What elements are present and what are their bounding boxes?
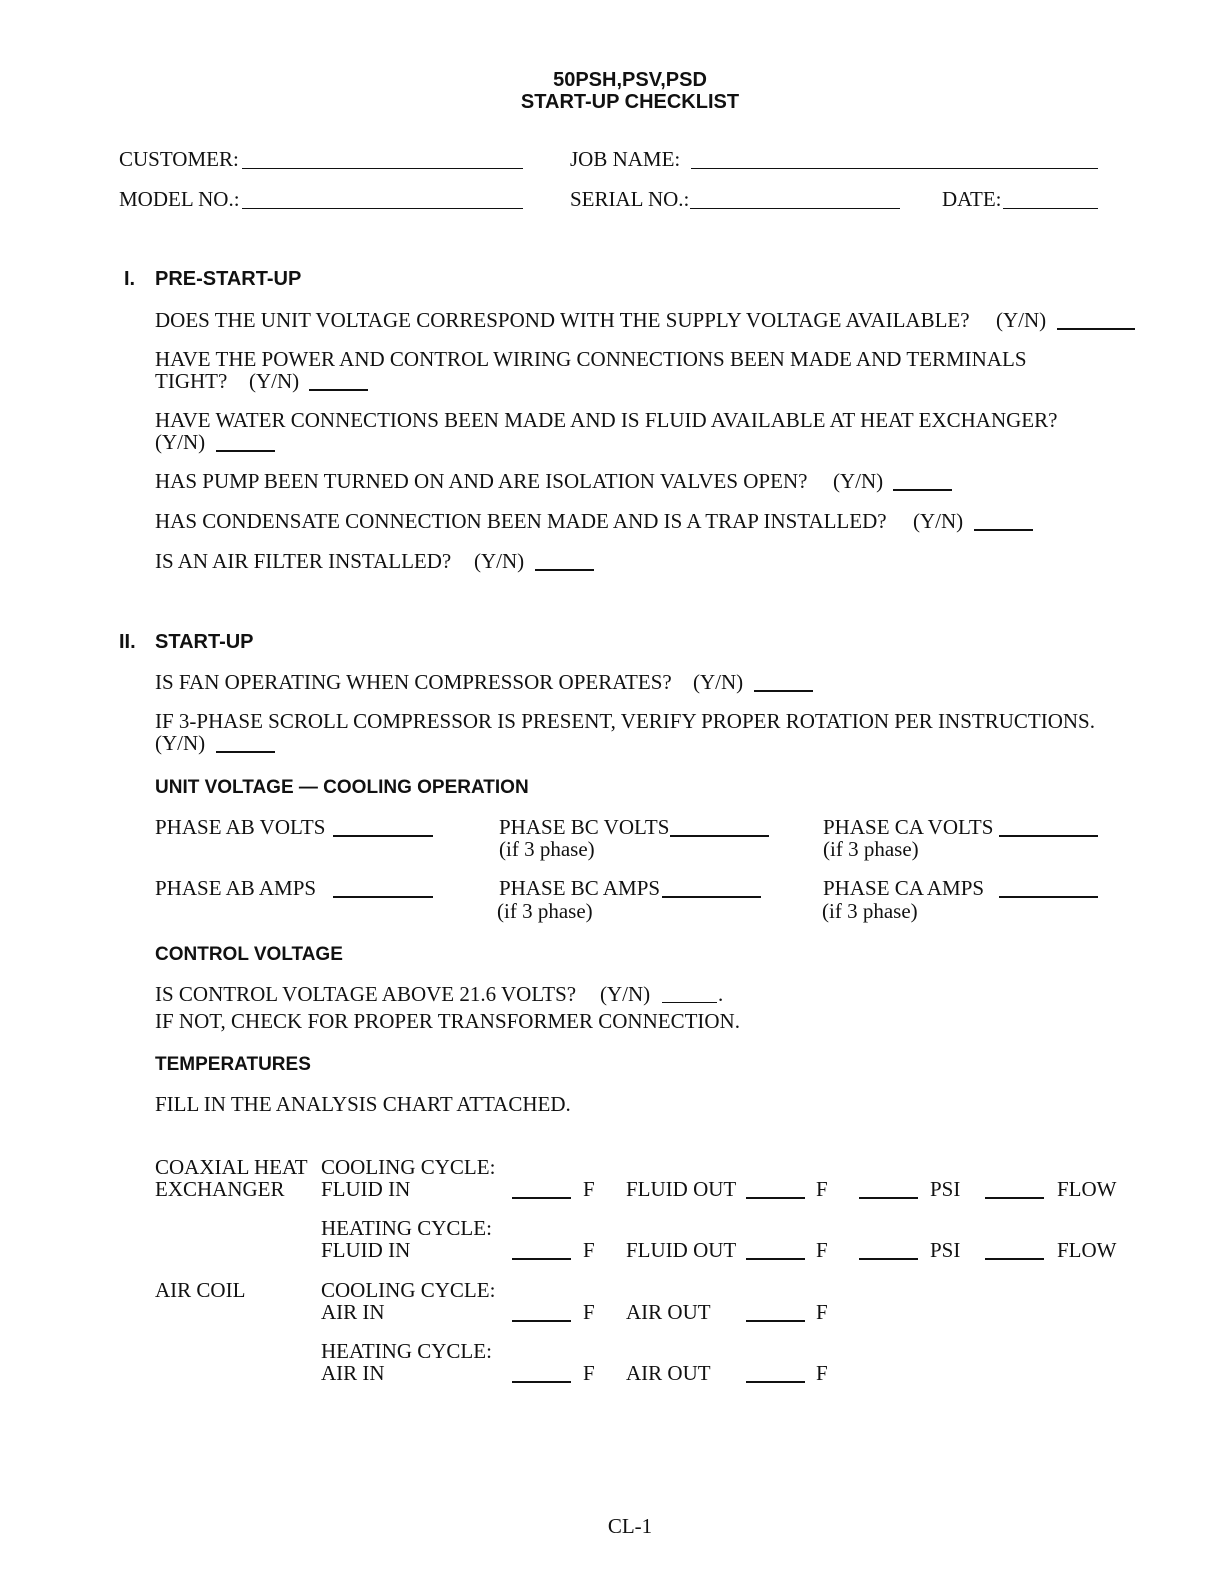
heating-air-in-field[interactable] (512, 1381, 571, 1383)
q-condensate: HAS CONDENSATE CONNECTION BEEN MADE AND IS A TRAP INSTALLED? (155, 509, 887, 533)
yn-label: (Y/N) (913, 509, 964, 533)
model-no-field[interactable] (242, 208, 523, 209)
unit-f: F (583, 1300, 595, 1324)
cooling-cycle-label: COOLING CYCLE: (321, 1278, 496, 1302)
q-fan-operating: IS FAN OPERATING WHEN COMPRESSOR OPERATES? (155, 670, 672, 694)
cooling-air-in-field[interactable] (512, 1320, 571, 1322)
section-1-title: PRE-START-UP (155, 268, 302, 290)
heating-psi-field[interactable] (859, 1258, 918, 1260)
heating-fluid-out-field[interactable] (746, 1258, 805, 1260)
fluid-in-label: FLUID IN (321, 1238, 411, 1262)
answer-field[interactable] (535, 569, 594, 571)
if-3-phase-note: (if 3 phase) (822, 899, 918, 923)
phase-bc-amps-label: PHASE BC AMPS (499, 876, 661, 900)
air-in-label: AIR IN (321, 1361, 385, 1385)
cooling-fluid-in-field[interactable] (512, 1197, 571, 1199)
yn-label: (Y/N) (474, 549, 525, 573)
section-2-number: II. (119, 631, 136, 653)
q-pump: HAS PUMP BEEN TURNED ON AND ARE ISOLATION VALVES OPEN? (155, 469, 808, 493)
phase-bc-volts-label: PHASE BC VOLTS (499, 815, 670, 839)
yn-label: (Y/N) (600, 982, 651, 1006)
analysis-chart-note: FILL IN THE ANALYSIS CHART ATTACHED. (155, 1092, 571, 1116)
answer-field[interactable] (893, 489, 952, 491)
model-no-label: MODEL NO.: (119, 187, 240, 211)
cooling-air-out-field[interactable] (746, 1320, 805, 1322)
q-wiring-line1: HAVE THE POWER AND CONTROL WIRING CONNECTIONS BEEN MADE AND TERMINALS (155, 347, 1027, 371)
answer-field[interactable] (974, 529, 1033, 531)
phase-ab-amps-field[interactable] (333, 896, 433, 898)
phase-ca-volts-field[interactable] (999, 835, 1098, 837)
cooling-flow-field[interactable] (985, 1197, 1044, 1199)
q-unit-voltage: DOES THE UNIT VOLTAGE CORRESPOND WITH THE SUPPLY VOLTAGE AVAILABLE? (155, 308, 970, 332)
period: . (718, 982, 724, 1006)
yn-label: (Y/N) (155, 731, 206, 755)
q-control-voltage: IS CONTROL VOLTAGE ABOVE 21.6 VOLTS? (155, 982, 577, 1006)
heating-flow-field[interactable] (985, 1258, 1044, 1260)
unit-f: F (816, 1238, 828, 1262)
control-voltage-heading: CONTROL VOLTAGE (155, 944, 343, 965)
date-field[interactable] (1003, 208, 1098, 209)
answer-field[interactable] (216, 751, 275, 753)
yn-label: (Y/N) (155, 430, 206, 454)
q-air-filter: IS AN AIR FILTER INSTALLED? (155, 549, 452, 573)
phase-bc-amps-field[interactable] (662, 896, 761, 898)
phase-bc-volts-field[interactable] (670, 835, 769, 837)
phase-ca-amps-field[interactable] (999, 896, 1098, 898)
answer-field[interactable] (754, 690, 813, 692)
if-3-phase-note: (if 3 phase) (497, 899, 593, 923)
heating-fluid-in-field[interactable] (512, 1258, 571, 1260)
yn-label: (Y/N) (996, 308, 1047, 332)
if-3-phase-note: (if 3 phase) (499, 837, 595, 861)
if-3-phase-note: (if 3 phase) (823, 837, 919, 861)
answer-field[interactable] (1057, 328, 1135, 330)
fluid-in-label: FLUID IN (321, 1177, 411, 1201)
customer-field[interactable] (242, 168, 523, 169)
q-wiring-line2: TIGHT? (155, 369, 228, 393)
section-2-title: START-UP (155, 631, 254, 653)
fluid-out-label: FLUID OUT (626, 1177, 737, 1201)
unit-f: F (816, 1361, 828, 1385)
yn-label: (Y/N) (833, 469, 884, 493)
heating-air-out-field[interactable] (746, 1381, 805, 1383)
section-1-number: I. (124, 268, 136, 290)
job-name-field[interactable] (691, 168, 1098, 169)
unit-f: F (583, 1177, 595, 1201)
serial-no-label: SERIAL NO.: (570, 187, 690, 211)
temperatures-heading: TEMPERATURES (155, 1054, 311, 1075)
date-label: DATE: (942, 187, 1002, 211)
heating-cycle-label: HEATING CYCLE: (321, 1216, 492, 1240)
cooling-cycle-label: COOLING CYCLE: (321, 1155, 496, 1179)
air-out-label: AIR OUT (626, 1361, 711, 1385)
cooling-psi-field[interactable] (859, 1197, 918, 1199)
coaxial-label-line2: EXCHANGER (155, 1177, 285, 1201)
phase-ab-volts-field[interactable] (333, 835, 433, 837)
phase-ab-volts-label: PHASE AB VOLTS (155, 815, 326, 839)
psi-label: PSI (930, 1177, 961, 1201)
answer-field[interactable] (309, 389, 368, 391)
customer-label: CUSTOMER: (119, 147, 239, 171)
job-name-label: JOB NAME: (570, 147, 681, 171)
phase-ca-volts-label: PHASE CA VOLTS (823, 815, 994, 839)
document-title: 50PSH,PSV,PSD (553, 69, 707, 91)
phase-ca-amps-label: PHASE CA AMPS (823, 876, 985, 900)
cooling-fluid-out-field[interactable] (746, 1197, 805, 1199)
flow-label: FLOW (1057, 1177, 1117, 1201)
q-water-connections: HAVE WATER CONNECTIONS BEEN MADE AND IS FLUID AVAILABLE AT HEAT EXCHANGER? (155, 408, 1058, 432)
transformer-note: IF NOT, CHECK FOR PROPER TRANSFORMER CONNECTION. (155, 1009, 740, 1033)
fluid-out-label: FLUID OUT (626, 1238, 737, 1262)
coaxial-label-line1: COAXIAL HEAT (155, 1155, 308, 1179)
unit-voltage-heading: UNIT VOLTAGE — COOLING OPERATION (155, 777, 529, 798)
psi-label: PSI (930, 1238, 961, 1262)
yn-label: (Y/N) (249, 369, 300, 393)
serial-no-field[interactable] (690, 208, 900, 209)
page-number: CL-1 (607, 1514, 653, 1538)
unit-f: F (583, 1361, 595, 1385)
unit-f: F (816, 1177, 828, 1201)
yn-label: (Y/N) (693, 670, 744, 694)
air-out-label: AIR OUT (626, 1300, 711, 1324)
air-in-label: AIR IN (321, 1300, 385, 1324)
q-scroll-rotation: IF 3-PHASE SCROLL COMPRESSOR IS PRESENT, VERIFY PROPER ROTATION PER INSTRUCTIONS. (155, 709, 1095, 733)
unit-f: F (816, 1300, 828, 1324)
document-subtitle: START-UP CHECKLIST (520, 91, 740, 113)
air-coil-label: AIR COIL (155, 1278, 246, 1302)
answer-field[interactable] (662, 1002, 717, 1003)
phase-ab-amps-label: PHASE AB AMPS (155, 876, 317, 900)
answer-field[interactable] (216, 450, 275, 452)
heating-cycle-label: HEATING CYCLE: (321, 1339, 492, 1363)
flow-label: FLOW (1057, 1238, 1117, 1262)
unit-f: F (583, 1238, 595, 1262)
